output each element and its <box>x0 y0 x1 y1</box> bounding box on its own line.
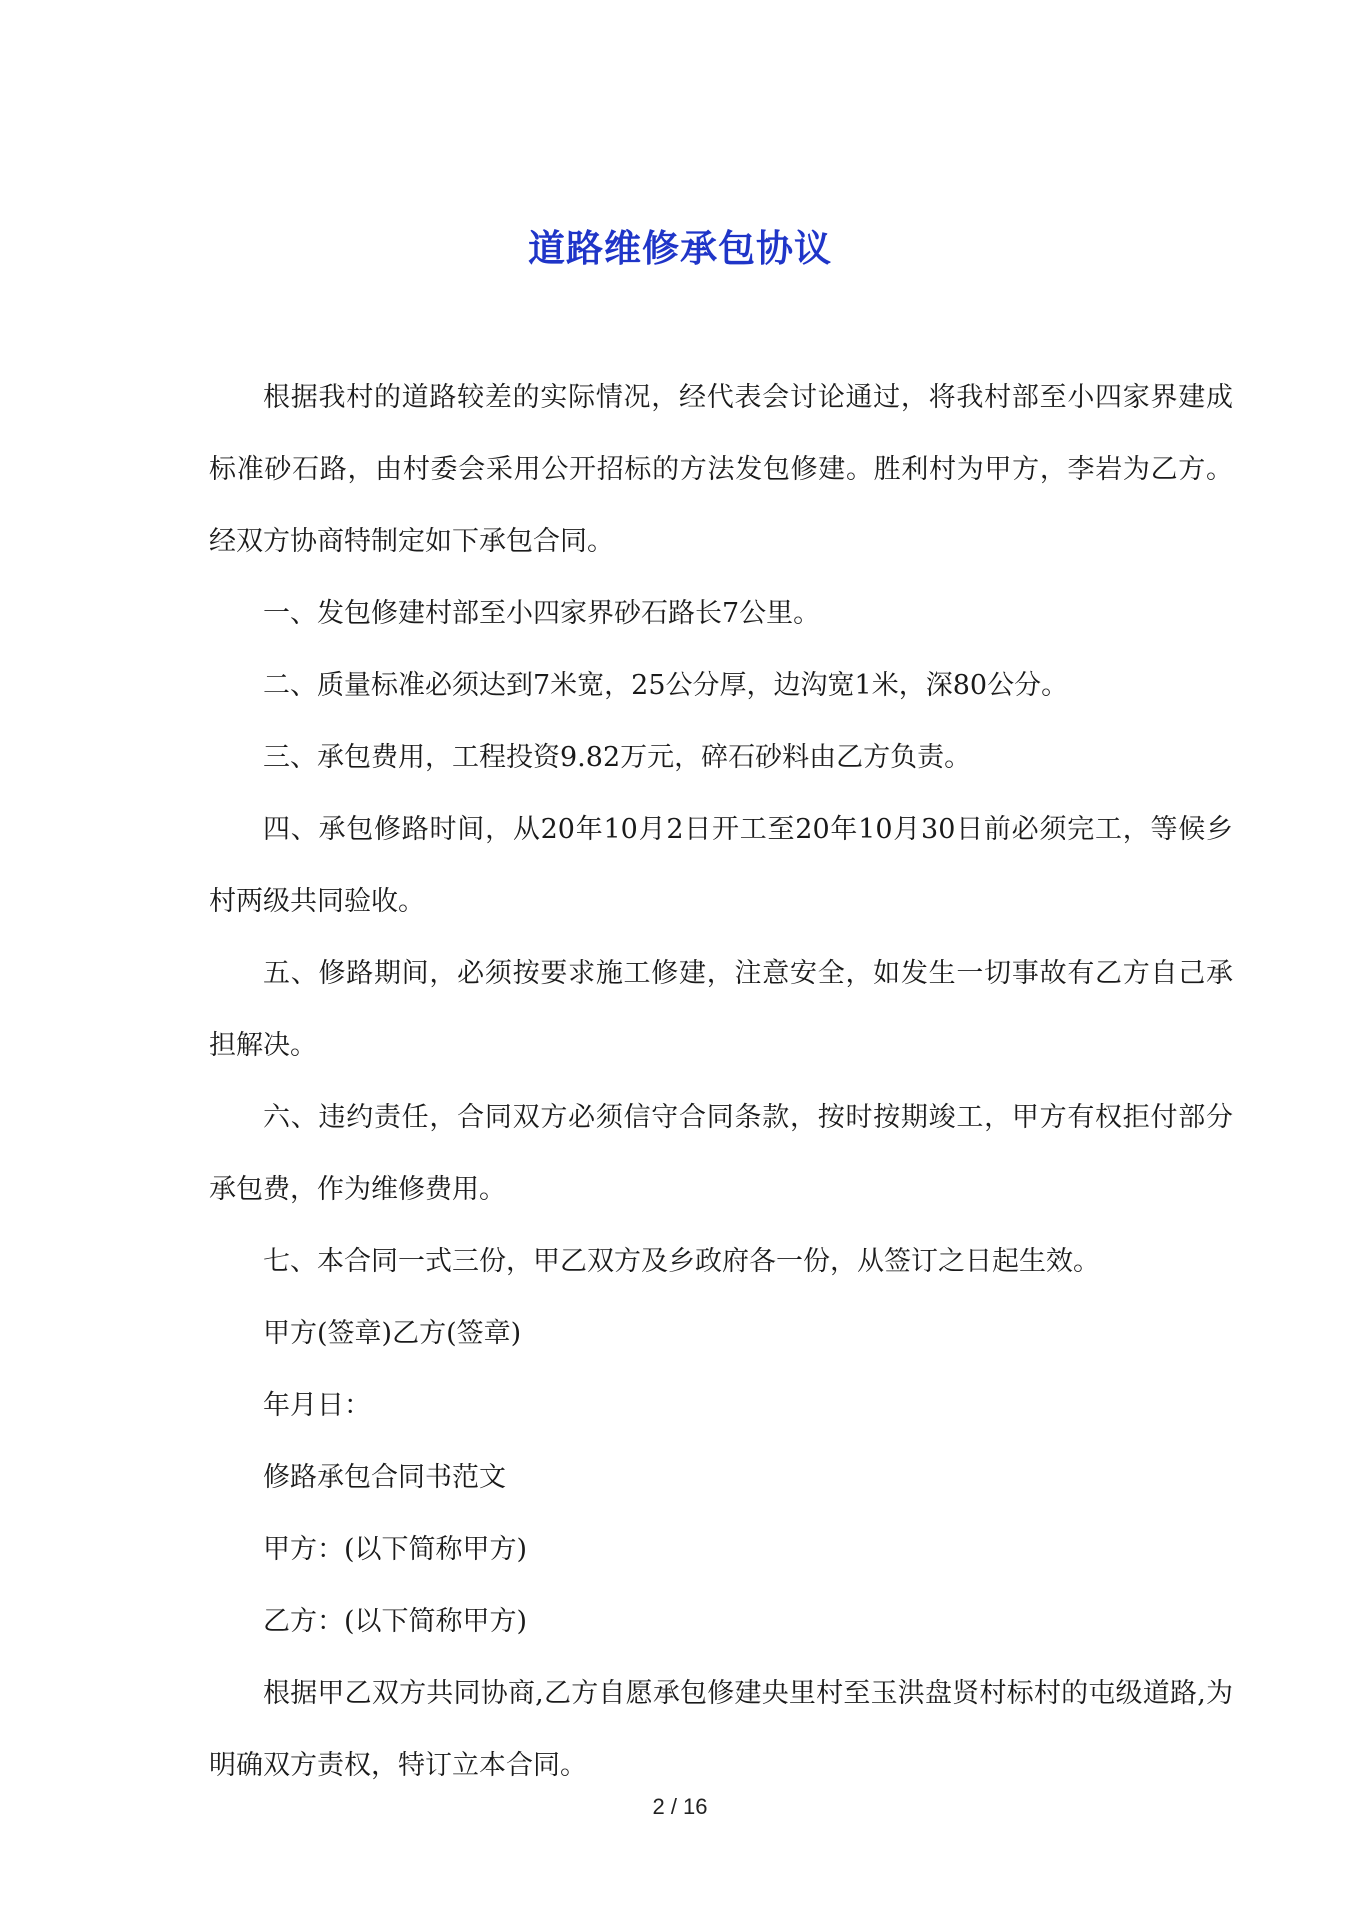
paragraph-intro: 根据我村的道路较差的实际情况，经代表会讨论通过，将我村部至小四家界建成标准砂石路，由村委会采用公开招标的方法发包修建。胜利村为甲方，李岩为乙方。经双方协商特制定如下承包合同。 <box>209 382 1233 557</box>
page-number: 2 / 16 <box>652 1794 708 1819</box>
date-line: 年月日： <box>263 1390 371 1421</box>
party-b-line: 乙方：(以下简称甲方) <box>263 1606 528 1637</box>
clause-1: 一、发包修建村部至小四家界砂石路长7公里。 <box>263 598 821 629</box>
clause-2: 二、质量标准必须达到7米宽，25公分厚，边沟宽1米，深80公分。 <box>263 670 1069 701</box>
clause-6: 六、违约责任，合同双方必须信守合同条款，按时按期竣工，甲方有权拒付部分承包费，作为维修费用。 <box>209 1102 1233 1205</box>
document-body <box>209 362 1233 1802</box>
clause-3: 三、承包费用，工程投资9.82万元，碎石砂料由乙方负责。 <box>263 742 972 773</box>
signature-line: 甲方(签章)乙方(签章) <box>263 1318 522 1349</box>
paragraph-agreement: 根据甲乙双方共同协商,乙方自愿承包修建央里村至玉洪盘贤村标村的屯级道路,为明确双方责权，特订立本合同。 <box>209 1678 1233 1781</box>
section-heading: 修路承包合同书范文 <box>263 1462 506 1493</box>
clause-5: 五、修路期间，必须按要求施工修建，注意安全，如发生一切事故有乙方自己承担解决。 <box>209 958 1233 1061</box>
party-a-line: 甲方：(以下简称甲方) <box>263 1534 528 1565</box>
clause-4: 四、承包修路时间，从20年10月2日开工至20年10月30日前必须完工，等候乡村两级共同验收。 <box>209 814 1233 917</box>
clause-7: 七、本合同一式三份，甲乙双方及乡政府各一份，从签订之日起生效。 <box>263 1246 1100 1277</box>
document-title: 道路维修承包协议 <box>528 226 832 270</box>
